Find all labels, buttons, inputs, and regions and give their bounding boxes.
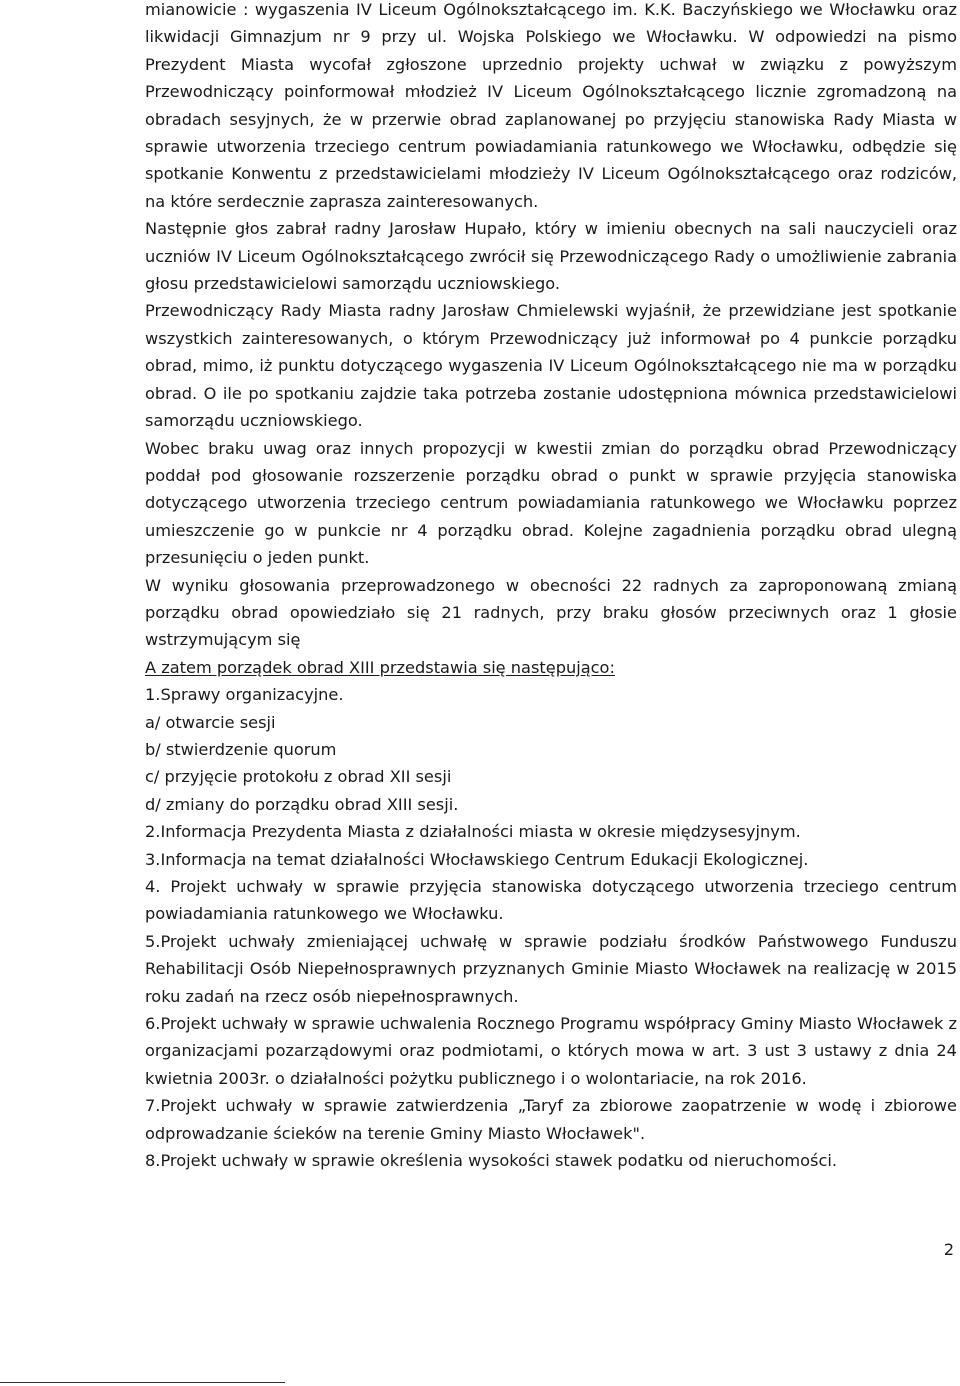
agenda-subitem: a/ otwarcie sesji [145,712,276,732]
agenda-item: 6.Projekt uchwały w sprawie uchwalenia Rocznego Programu współpracy Gminy Miasto Włocławek z organizacjami pozarządowymi oraz podmiotami, o których mowa w art. 3 ust 3 ustawy z dnia 24 kwietnia 2003r. o działalności pożytku publicznego i o wolontariacie, na rok 2016. [145,1014,957,1088]
paragraph-vote-proposal: Wobec braku uwag oraz innych propozycji w kwestii zmian do porządku obrad Przewodniczący poddał pod głosowanie rozszerzenie porządku obrad o punkt w sprawie przyjęcia stanowiska dotyczącego utworzenia trzeciego centrum powiadamiania ratunkowego we Włocławku poprzez umieszczenie go w punkcie nr 4 porządku obrad. Kolejne zagadnienia porządku obrad ulegną przesunięciu o jeden punkt. [145,438,957,568]
footer-rule [0,1382,285,1383]
agenda-item: 1.Sprawy organizacyjne. [145,685,344,705]
agenda-subitem: d/ zmiany do porządku obrad XIII sesji. [145,794,459,814]
agenda-list [145,681,957,1174]
document-page [145,0,957,1174]
agenda-item: 4. Projekt uchwały w sprawie przyjęcia stanowiska dotyczącego utworzenia trzeciego centrum powiadamiania ratunkowego we Włocławku. [145,877,957,924]
page-number: 2 [943,1240,954,1259]
agenda-item: 3.Informacja na temat działalności Włocławskiego Centrum Edukacji Ekologicznej. [145,849,809,869]
paragraph-chmielewski: Przewodniczący Rady Miasta radny Jarosław Chmielewski wyjaśnił, że przewidziane jest spotkanie wszystkich zainteresowanych, o którym Przewodniczący już informował po 4 punkcie porządku obrad, mimo, iż punktu dotyczącego wygaszenia IV Liceum Ogólnokształcącego nie ma w porządku obrad. O ile po spotkaniu zajdzie taka potrzeba zostanie udostępniona mównica przedstawicielowi samorządu uczniowskiego. [145,301,957,431]
paragraph-vote-result: W wyniku głosowania przeprowadzonego w obecności 22 radnych za zaproponowaną zmianą porządku obrad opowiedziało się 21 radnych, przy braku głosów przeciwnych oraz 1 głosie wstrzymującym się [145,575,957,650]
agenda-subitem: c/ przyjęcie protokołu z obrad XII sesji [145,767,452,787]
agenda-item: 2.Informacja Prezydenta Miasta z działalności miasta w okresie międzysesyjnym. [145,822,801,842]
agenda-heading [145,654,957,681]
agenda-item: 7.Projekt uchwały w sprawie zatwierdzenia „Taryf za zbiorowe zaopatrzenie w wodę i zbiorowe odprowadzanie ścieków na terenie Gminy Miasto Włocławek". [145,1096,957,1143]
agenda-item: 5.Projekt uchwały zmieniającej uchwałę w sprawie podziału środków Państwowego Funduszu Rehabilitacji Osób Niepełnosprawnych przyznanych Gminie Miasto Włocławek na realizację w 2015 roku zadań na rzecz osób niepełnosprawnych. [145,931,957,1006]
agenda-subitem: b/ stwierdzenie quorum [145,739,337,759]
agenda-item: 8.Projekt uchwały w sprawie określenia wysokości stawek podatku od nieruchomości. [145,1151,838,1171]
agenda-heading-text: A zatem porządek obrad XIII przedstawia się następująco: [145,657,615,677]
paragraph-hupalo: Następnie głos zabrał radny Jarosław Hupało, który w imieniu obecnych na sali nauczycieli oraz uczniów IV Liceum Ogólnokształcącego zwrócił się Przewodniczącego Rady o umożliwienie zabrania głosu przedstawicielowi samorządu uczniowskiego. [145,219,957,294]
paragraph-intro: mianowicie : wygaszenia IV Liceum Ogólnokształcącego im. K.K. Baczyńskiego we Włocławku oraz likwidacji Gimnazjum nr 9 przy ul. Wojska Polskiego we Włocławku. W odpowiedzi na pismo Prezydent Miasta wycofał zgłoszone uprzednio projekty uchwał w związku z powyższym Przewodniczący poinformował młodzież IV Liceum Ogólnokształcącego licznie zgromadzoną na obradach sesyjnych, że w przerwie obrad zaplanowanej po przyjęciu stanowiska Rady Miasta w sprawie utworzenia trzeciego centrum powiadamiania ratunkowego we Włocławku, odbędzie się spotkanie Konwentu z przedstawicielami młodzieży IV Liceum Ogólnokształcącego oraz rodziców, na które serdecznie zaprasza zainteresowanych. [145,0,957,211]
